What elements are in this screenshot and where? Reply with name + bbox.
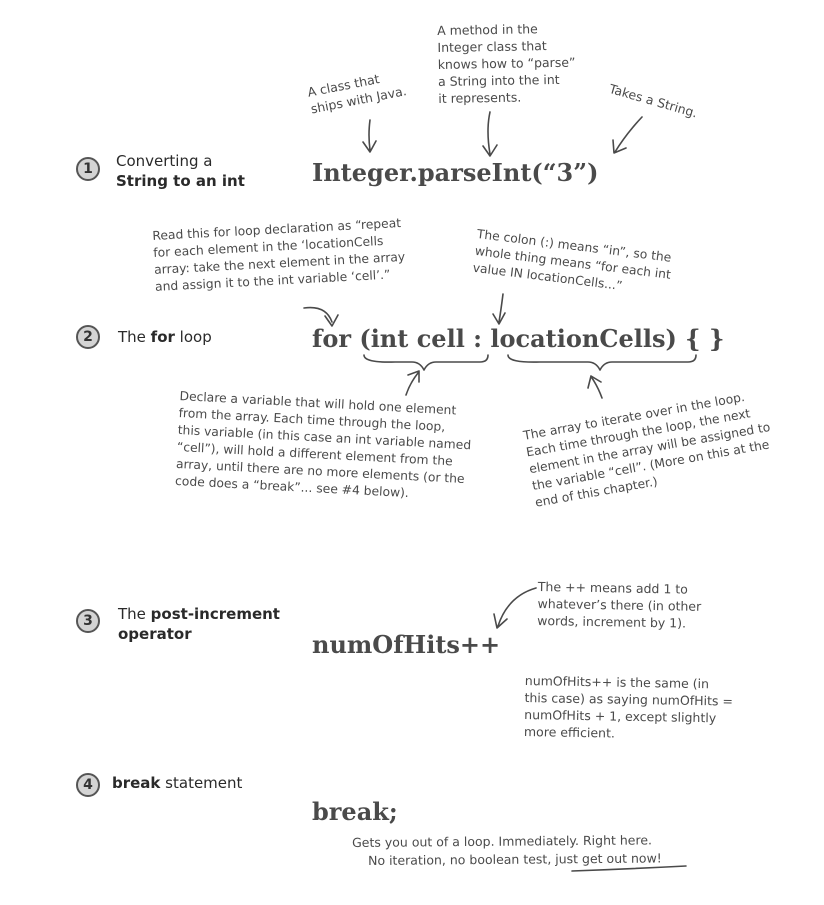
section-number-2: 2 xyxy=(76,325,100,349)
section-3-title-prefix: The xyxy=(118,605,151,623)
code-parse-int: Integer.parseInt(“3”) xyxy=(312,158,599,187)
note-parse-method: A method in the Integer class that knows how to “parse” a String into the int it represents. xyxy=(437,21,576,106)
code-for-colon: : xyxy=(464,324,491,353)
code-for-keyword: for ( xyxy=(312,324,371,353)
note-plus-plus-means: The ++ means add 1 to whatever’s there (in other words, increment by 1). xyxy=(537,578,702,631)
note-break-line2 xyxy=(368,849,662,869)
section-number-1: 1 xyxy=(76,157,100,181)
section-2-title-bold: for xyxy=(150,328,175,346)
arrow-colon xyxy=(493,294,505,324)
code-num-of-hits: numOfHits++ xyxy=(312,630,501,659)
arrow-method xyxy=(483,112,497,156)
section-4-title-suffix: statement xyxy=(160,774,243,792)
code-for-array: locationCells xyxy=(490,324,666,353)
section-number-4: 4 xyxy=(76,773,100,797)
section-number-3: 3 xyxy=(76,609,100,633)
section-1-title-line2: String to an int xyxy=(116,172,245,190)
section-4-title xyxy=(112,773,242,793)
section-3-title-bold: post-increment xyxy=(150,605,280,623)
arrow-declare xyxy=(406,371,419,395)
note-takes-a-string: Takes a String. xyxy=(607,80,700,121)
section-1-title xyxy=(116,151,245,191)
section-3-title-line2: operator xyxy=(118,625,192,643)
brace-int-cell xyxy=(364,355,488,370)
code-for-end: ) { } xyxy=(665,324,725,353)
section-3-title xyxy=(118,604,280,644)
note-same-as-saying: numOfHits++ is the same (in this case) as saying numOfHits = numOfHits + 1, except slightly more efficient. xyxy=(523,672,734,741)
section-2-title xyxy=(118,327,212,347)
note-read-for-loop: Read this for loop declaration as “repeat for each element in the ‘locationCells array: take the next element in the array and assign it to the int variable ‘cell’.” xyxy=(152,215,406,294)
note-break-line2-prefix: No iteration, no boolean test, xyxy=(368,851,556,868)
section-4-title-bold: break xyxy=(112,774,161,792)
note-array-to-iterate: The array to iterate over in the loop. Each time through the loop, the next element in the array will be assigned to the variable “cell”. (More on this at the end of this chapter.) xyxy=(522,389,772,510)
note-class-ships-with-java: A class that ships with Java. xyxy=(306,71,408,117)
arrow-string xyxy=(613,117,642,153)
code-for-variable: int cell xyxy=(370,324,465,353)
note-break-line2-emphasis: just get out now! xyxy=(555,850,662,867)
code-break: break; xyxy=(312,797,398,826)
brace-location-cells xyxy=(508,355,696,370)
arrow-class xyxy=(363,120,376,152)
section-2-title-suffix: loop xyxy=(174,328,212,346)
arrow-array xyxy=(588,376,602,398)
note-break-line1: Gets you out of a loop. Immediately. Right here. xyxy=(352,832,653,850)
section-2-title-prefix: The xyxy=(118,328,151,346)
note-colon-means-in: The colon (:) means “in”, so the whole thing means “for each int value IN locationCells...” xyxy=(472,226,673,293)
code-for-loop xyxy=(312,324,724,353)
note-declare-variable: Declare a variable that will hold one element from the array. Each time through the loop, this variable (in this case an int variable named “cell”), will hold a different element from the array, until there are no more elements (or the code does a “break”... see #4 below). xyxy=(174,388,472,501)
section-1-title-line1: Converting a xyxy=(116,152,213,170)
arrow-plus xyxy=(494,588,536,628)
